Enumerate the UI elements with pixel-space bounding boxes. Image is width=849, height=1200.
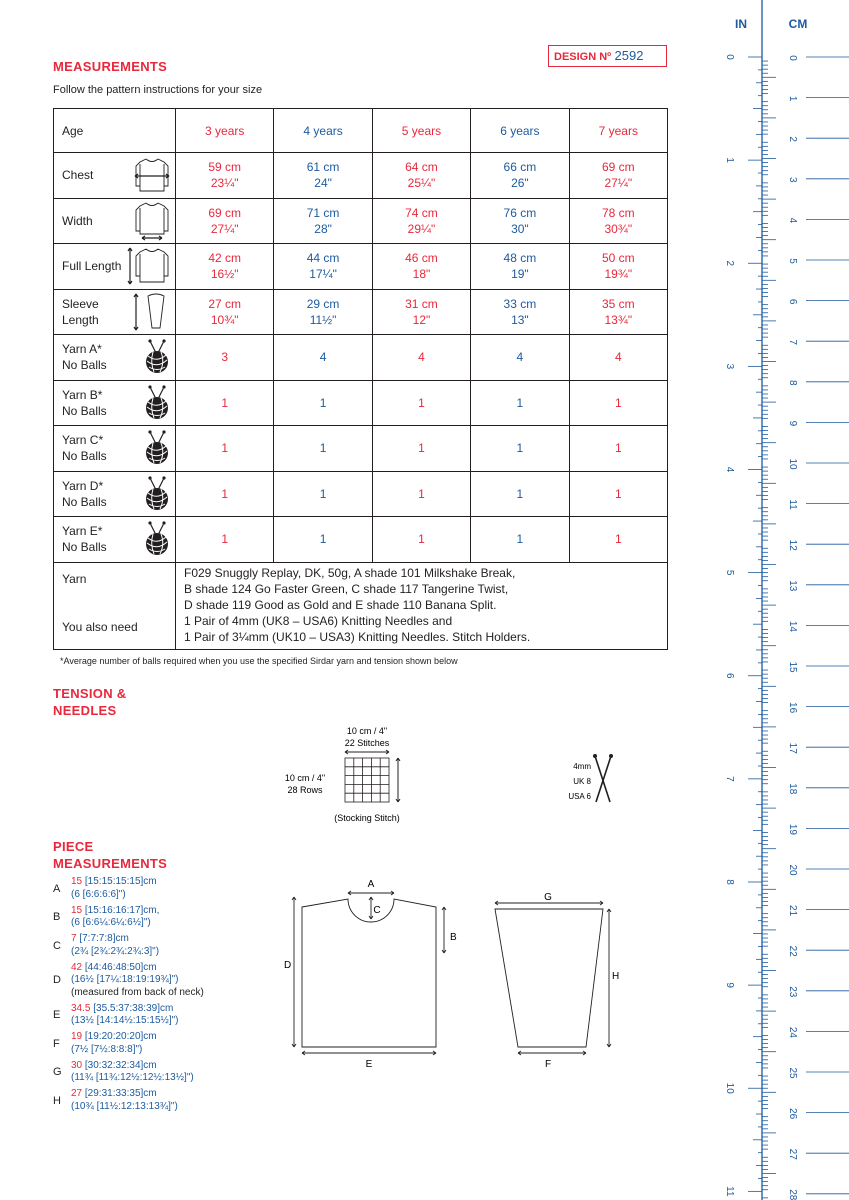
- tension-heading: [53, 685, 126, 719]
- inch-value: 30": [511, 221, 529, 236]
- cm-number: 9: [787, 420, 798, 427]
- age-header: 6 years: [471, 109, 569, 153]
- row-label-text: Sleeve: [62, 296, 99, 311]
- row-label-text: No Balls: [62, 540, 107, 555]
- row-label-text: No Balls: [62, 358, 107, 373]
- piece-item: [53, 1031, 283, 1056]
- piece-item: [53, 933, 283, 958]
- piece-inches: (11¾ [11¾:12½:12½:13½]"): [71, 1072, 194, 1083]
- tension-top-label: 22 Stitches: [344, 738, 390, 748]
- age-label: Age: [54, 109, 176, 153]
- cell: [176, 244, 274, 290]
- diagram-label-b: B: [450, 932, 457, 943]
- cell: 1: [372, 426, 470, 472]
- inch-value: 19¾": [604, 267, 633, 282]
- row-label-text: Yarn D*: [62, 478, 104, 493]
- row-label: [54, 335, 176, 381]
- inch-number: 10: [724, 1082, 735, 1094]
- yarn-ball-icon: [142, 430, 172, 466]
- cm-value: 33 cm: [503, 296, 537, 311]
- piece-rest: [44:46:48:50]cm: [84, 961, 157, 973]
- measurements-table: [53, 108, 668, 650]
- balls-row: [54, 380, 668, 426]
- cm-value: 61 cm: [306, 160, 340, 175]
- cell: 1: [569, 426, 667, 472]
- cm-number: 11: [787, 499, 798, 510]
- tension-bottom-label: (Stocking Stitch): [334, 813, 400, 823]
- cm-number: 21: [787, 905, 798, 917]
- cell: 4: [274, 335, 372, 381]
- age-header: 3 years: [176, 109, 274, 153]
- piece-rest: [15:16:16:17]cm,: [84, 904, 160, 916]
- piece-rest: [30:32:32:34]cm: [84, 1059, 157, 1071]
- cm-number: 5: [787, 258, 798, 264]
- inch-value: 13": [511, 312, 529, 327]
- cm-number: 12: [787, 539, 798, 551]
- inch-number: 9: [724, 982, 735, 988]
- cm-value: 74 cm: [405, 205, 438, 220]
- cell: [176, 198, 274, 244]
- inch-value: 25¼": [407, 176, 436, 191]
- piece-first: 7: [71, 933, 77, 944]
- cm-number: 27: [787, 1148, 798, 1160]
- cm-number: 6: [787, 298, 798, 305]
- piece-inches: (7½ [7½:8:8:8]"): [71, 1043, 143, 1055]
- sleeve-diagram-icon: [130, 292, 172, 332]
- cell: 1: [176, 517, 274, 563]
- row-label: [54, 426, 176, 472]
- cell: [274, 289, 372, 335]
- diagram-label-c: C: [373, 905, 381, 916]
- inch-number: 11: [724, 1186, 735, 1197]
- piece-inches: (13½ [14:14½:15:15½]"): [71, 1015, 179, 1026]
- cm-value: 50 cm: [601, 251, 635, 266]
- ruler: [706, 0, 849, 1200]
- cm-value: 48 cm: [503, 251, 537, 266]
- inch-value: 17¼": [309, 267, 337, 282]
- measurement-row: [54, 289, 668, 335]
- diagram-label-g: G: [544, 892, 552, 903]
- yarn-line: D shade 119 Good as Gold and E shade 110 Banana Split.: [184, 597, 497, 612]
- inch-number: 3: [724, 363, 735, 370]
- cm-number: 22: [787, 945, 798, 957]
- cell: 1: [471, 471, 569, 517]
- cell: 1: [569, 380, 667, 426]
- cell: 1: [372, 517, 470, 563]
- inch-value: 29¼": [407, 221, 436, 236]
- tension-heading-line: NEEDLES: [53, 703, 117, 718]
- inch-value: 16½": [210, 267, 239, 282]
- cm-number: 2: [787, 136, 798, 142]
- yarn-ball-icon: [142, 339, 172, 375]
- cm-number: 23: [787, 986, 798, 998]
- cell: 4: [372, 335, 470, 381]
- cell: 1: [471, 380, 569, 426]
- piece-rest: [15:15:15:15]cm: [84, 876, 157, 887]
- cell: [372, 198, 470, 244]
- length-diagram-icon: [126, 246, 172, 286]
- sleeve-piece-outline: [495, 909, 603, 1047]
- cell: [471, 244, 569, 290]
- needles-icon: [593, 754, 613, 802]
- piece-item: [53, 876, 283, 901]
- diagram-label-h: H: [612, 971, 620, 982]
- cm-number: 13: [787, 580, 798, 592]
- cell: [274, 153, 372, 199]
- piece-letter: F: [53, 1037, 60, 1050]
- cm-value: 69 cm: [601, 160, 635, 175]
- cell: [372, 289, 470, 335]
- inch-number: 0: [724, 54, 735, 60]
- piece-item: [53, 962, 283, 1000]
- piece-item: [53, 905, 283, 930]
- age-row: [54, 109, 668, 153]
- row-label-text: Full Length: [62, 259, 122, 274]
- cell: 1: [471, 426, 569, 472]
- cm-number: 15: [787, 661, 798, 673]
- piece-heading-line: PIECE: [53, 839, 94, 854]
- design-label: DESIGN Nº: [554, 51, 612, 63]
- piece-letter: C: [53, 939, 61, 952]
- row-label-text: Length: [62, 312, 99, 327]
- piece-first: 19: [71, 1031, 83, 1042]
- inch-number: 8: [724, 879, 735, 885]
- inch-value: 30¾": [604, 221, 633, 236]
- inch-value: 18": [412, 267, 431, 282]
- cell: [569, 153, 667, 199]
- cell: 1: [569, 471, 667, 517]
- cm-number: 24: [787, 1026, 798, 1038]
- row-label: [54, 153, 176, 199]
- inch-value: 24": [314, 176, 332, 191]
- yarn-ball-icon: [142, 476, 172, 512]
- cell: [176, 153, 274, 199]
- cm-value: 64 cm: [405, 160, 438, 175]
- cm-number: 10: [787, 458, 798, 470]
- yarn-label: Yarn: [62, 571, 87, 586]
- inch-value: 27¼": [210, 221, 239, 236]
- inch-number: 5: [724, 569, 735, 576]
- cm-value: 44 cm: [306, 251, 340, 266]
- age-header: 7 years: [569, 109, 667, 153]
- piece-letter: E: [53, 1008, 61, 1021]
- row-label-text: Yarn A*: [62, 342, 102, 357]
- inch-value: 13¾": [604, 312, 633, 327]
- subtitle: Follow the pattern instructions for your size: [53, 84, 263, 96]
- row-label: [54, 244, 176, 290]
- row-label-text: Yarn C*: [62, 433, 104, 448]
- row-label-text: Chest: [62, 168, 94, 183]
- piece-first: 27: [71, 1088, 83, 1099]
- row-label-text: Yarn B*: [62, 387, 103, 402]
- inch-number: 4: [724, 466, 735, 473]
- cm-number: 4: [787, 217, 798, 224]
- inch-value: 23¼": [210, 176, 239, 191]
- piece-note: (measured from back of neck): [71, 986, 204, 998]
- piece-inches: (6 [6:6:6:6]"): [71, 888, 126, 900]
- cell: 1: [274, 426, 372, 472]
- cell: [471, 289, 569, 335]
- cell: [274, 244, 372, 290]
- cm-value: 71 cm: [306, 205, 340, 220]
- yarn-line: F029 Snuggly Replay, DK, 50g, A shade 101 Milkshake Break,: [184, 565, 516, 580]
- inch-value: 28": [314, 221, 332, 236]
- age-header: 4 years: [274, 109, 372, 153]
- cm-value: 59 cm: [208, 160, 242, 175]
- inch-number: 7: [724, 776, 735, 782]
- cm-number: 16: [787, 702, 798, 714]
- piece-letter: H: [53, 1094, 61, 1107]
- cell: 1: [372, 471, 470, 517]
- yarn-ball-icon: [142, 521, 172, 557]
- cell: 1: [274, 471, 372, 517]
- cell: 1: [471, 517, 569, 563]
- cm-number: 0: [787, 55, 798, 61]
- measurement-row: [54, 244, 668, 290]
- cm-value: 31 cm: [405, 296, 438, 311]
- cell: [569, 198, 667, 244]
- needle-label: USA 6: [568, 792, 591, 801]
- inch-value: 19": [511, 267, 529, 282]
- inch-number: 2: [724, 260, 735, 267]
- cell: [372, 153, 470, 199]
- inch-value: 10¾": [210, 312, 239, 327]
- footnote: *Average number of balls required when you use the specified Sirdar yarn and tension shown below: [60, 656, 458, 666]
- yarn-label-cell: [54, 562, 176, 649]
- piece-first: 34.5: [71, 1002, 91, 1014]
- yarn-line: 1 Pair of 4mm (UK8 – USA6) Knitting Needles and: [184, 613, 453, 628]
- cell: [176, 289, 274, 335]
- measurement-row: [54, 198, 668, 244]
- cm-number: 28: [787, 1189, 798, 1200]
- cm-value: 46 cm: [405, 251, 438, 266]
- chest-diagram-icon: [132, 156, 172, 194]
- cm-number: 17: [787, 742, 798, 754]
- design-number: 2592: [614, 48, 644, 63]
- piece-letter: D: [53, 974, 61, 986]
- cell: 3: [176, 335, 274, 381]
- piece-first: 42: [71, 961, 83, 973]
- diagram-label-d: D: [284, 960, 292, 971]
- piece-rest: [19:20:20:20]cm: [84, 1031, 157, 1042]
- cm-number: 14: [787, 620, 798, 632]
- needle-label: 4mm: [573, 762, 591, 771]
- yarn-details: [176, 562, 668, 649]
- cell: [569, 244, 667, 290]
- balls-row: [54, 426, 668, 472]
- cm-value: 42 cm: [208, 251, 242, 266]
- cell: 1: [372, 380, 470, 426]
- diagram-label-f: F: [544, 1059, 552, 1070]
- cell: [372, 244, 470, 290]
- row-label: [54, 198, 176, 244]
- tension-side-label: 10 cm / 4": [284, 773, 326, 783]
- row-label-text: Yarn E*: [62, 524, 103, 539]
- inch-value: 27¼": [604, 176, 633, 191]
- cell: 1: [274, 380, 372, 426]
- needle-label: UK 8: [573, 777, 591, 786]
- design-number-box: [548, 45, 667, 67]
- measurements-heading: MEASUREMENTS: [53, 59, 168, 74]
- cm-value: 76 cm: [503, 205, 537, 220]
- piece-inches: (2¾ [2¾:2¾:2¾:3]"): [71, 945, 160, 957]
- row-label: [54, 289, 176, 335]
- cm-number: 1: [787, 95, 798, 102]
- diagram-label-e: E: [365, 1059, 373, 1070]
- cell: 1: [176, 426, 274, 472]
- inch-value: 12": [412, 312, 431, 327]
- piece-measurements-list: [53, 876, 283, 1117]
- inch-number: 1: [724, 157, 735, 163]
- piece-letter: G: [53, 1065, 62, 1078]
- piece-rest: [35.5:37:38:39]cm: [93, 1002, 174, 1014]
- cell: 1: [176, 471, 274, 517]
- cm-number: 26: [787, 1108, 798, 1120]
- cm-value: 29 cm: [306, 296, 340, 311]
- cell: [471, 198, 569, 244]
- cm-number: 7: [787, 339, 798, 345]
- cm-number: 19: [787, 823, 798, 835]
- inch-value: 26": [511, 176, 529, 191]
- row-label-text: Width: [62, 213, 93, 228]
- piece-inches: (16½ [17¼:18:19:19¾]"): [71, 974, 179, 985]
- cell: [274, 198, 372, 244]
- inch-value: 11½": [309, 312, 337, 327]
- balls-row: [54, 517, 668, 563]
- need-label: You also need: [62, 619, 138, 634]
- row-label-text: No Balls: [62, 403, 107, 418]
- age-header: 5 years: [372, 109, 470, 153]
- cell: 1: [176, 380, 274, 426]
- piece-rest: [29:31:33:35]cm: [84, 1088, 157, 1099]
- diagram-label-a: A: [367, 879, 375, 890]
- cm-number: 8: [787, 380, 798, 386]
- ruler-in-label: IN: [735, 17, 747, 31]
- row-label-text: No Balls: [62, 494, 107, 509]
- yarn-line: B shade 124 Go Faster Green, C shade 117 Tangerine Twist,: [184, 581, 509, 596]
- cell: 4: [569, 335, 667, 381]
- tension-top-label: 10 cm / 4": [346, 726, 388, 736]
- cm-value: 35 cm: [601, 296, 635, 311]
- yarn-ball-icon: [142, 385, 172, 421]
- pieces-diagram: [280, 875, 640, 1075]
- piece-inches: (6 [6:6¼:6¼:6½]"): [71, 917, 151, 928]
- piece-heading-line: MEASUREMENTS: [53, 856, 168, 871]
- inch-number: 6: [724, 672, 735, 679]
- piece-rest: [7:7:7:8]cm: [79, 933, 129, 944]
- cm-value: 78 cm: [601, 205, 635, 220]
- tension-heading-line: TENSION &: [53, 686, 127, 701]
- cell: 1: [274, 517, 372, 563]
- cell: [471, 153, 569, 199]
- cm-number: 3: [787, 177, 798, 183]
- measurement-row: [54, 153, 668, 199]
- piece-item: [53, 1003, 283, 1028]
- yarn-line: 1 Pair of 3¼mm (UK10 – USA3) Knitting Needles. Stitch Holders.: [184, 629, 531, 644]
- piece-letter: A: [53, 882, 61, 895]
- row-label-text: No Balls: [62, 449, 107, 464]
- piece-inches: (10¾ [11½:12:13:13¾]"): [71, 1100, 178, 1112]
- row-label: [54, 471, 176, 517]
- balls-row: [54, 471, 668, 517]
- cell: [569, 289, 667, 335]
- piece-heading: [53, 838, 167, 872]
- tension-diagram: [270, 722, 630, 832]
- cell: 4: [471, 335, 569, 381]
- body-piece-outline: [302, 899, 436, 1047]
- cm-number: 25: [787, 1067, 798, 1079]
- cm-number: 20: [787, 864, 798, 876]
- row-label: [54, 380, 176, 426]
- piece-item: [53, 1088, 283, 1113]
- ruler-cm-label: CM: [788, 17, 808, 31]
- piece-first: 15: [71, 904, 83, 916]
- tension-side-label: 28 Rows: [287, 785, 323, 795]
- width-diagram-icon: [132, 201, 172, 241]
- cm-value: 66 cm: [503, 160, 537, 175]
- piece-first: 15: [71, 876, 83, 887]
- cm-value: 69 cm: [208, 205, 242, 220]
- piece-item: [53, 1060, 283, 1085]
- cm-value: 27 cm: [208, 296, 242, 311]
- cell: 1: [569, 517, 667, 563]
- balls-row: [54, 335, 668, 381]
- cm-number: 18: [787, 783, 798, 795]
- piece-first: 30: [71, 1059, 83, 1071]
- tension-grid: [345, 758, 389, 802]
- yarn-row: [54, 562, 668, 649]
- row-label: [54, 517, 176, 563]
- piece-letter: B: [53, 910, 61, 923]
